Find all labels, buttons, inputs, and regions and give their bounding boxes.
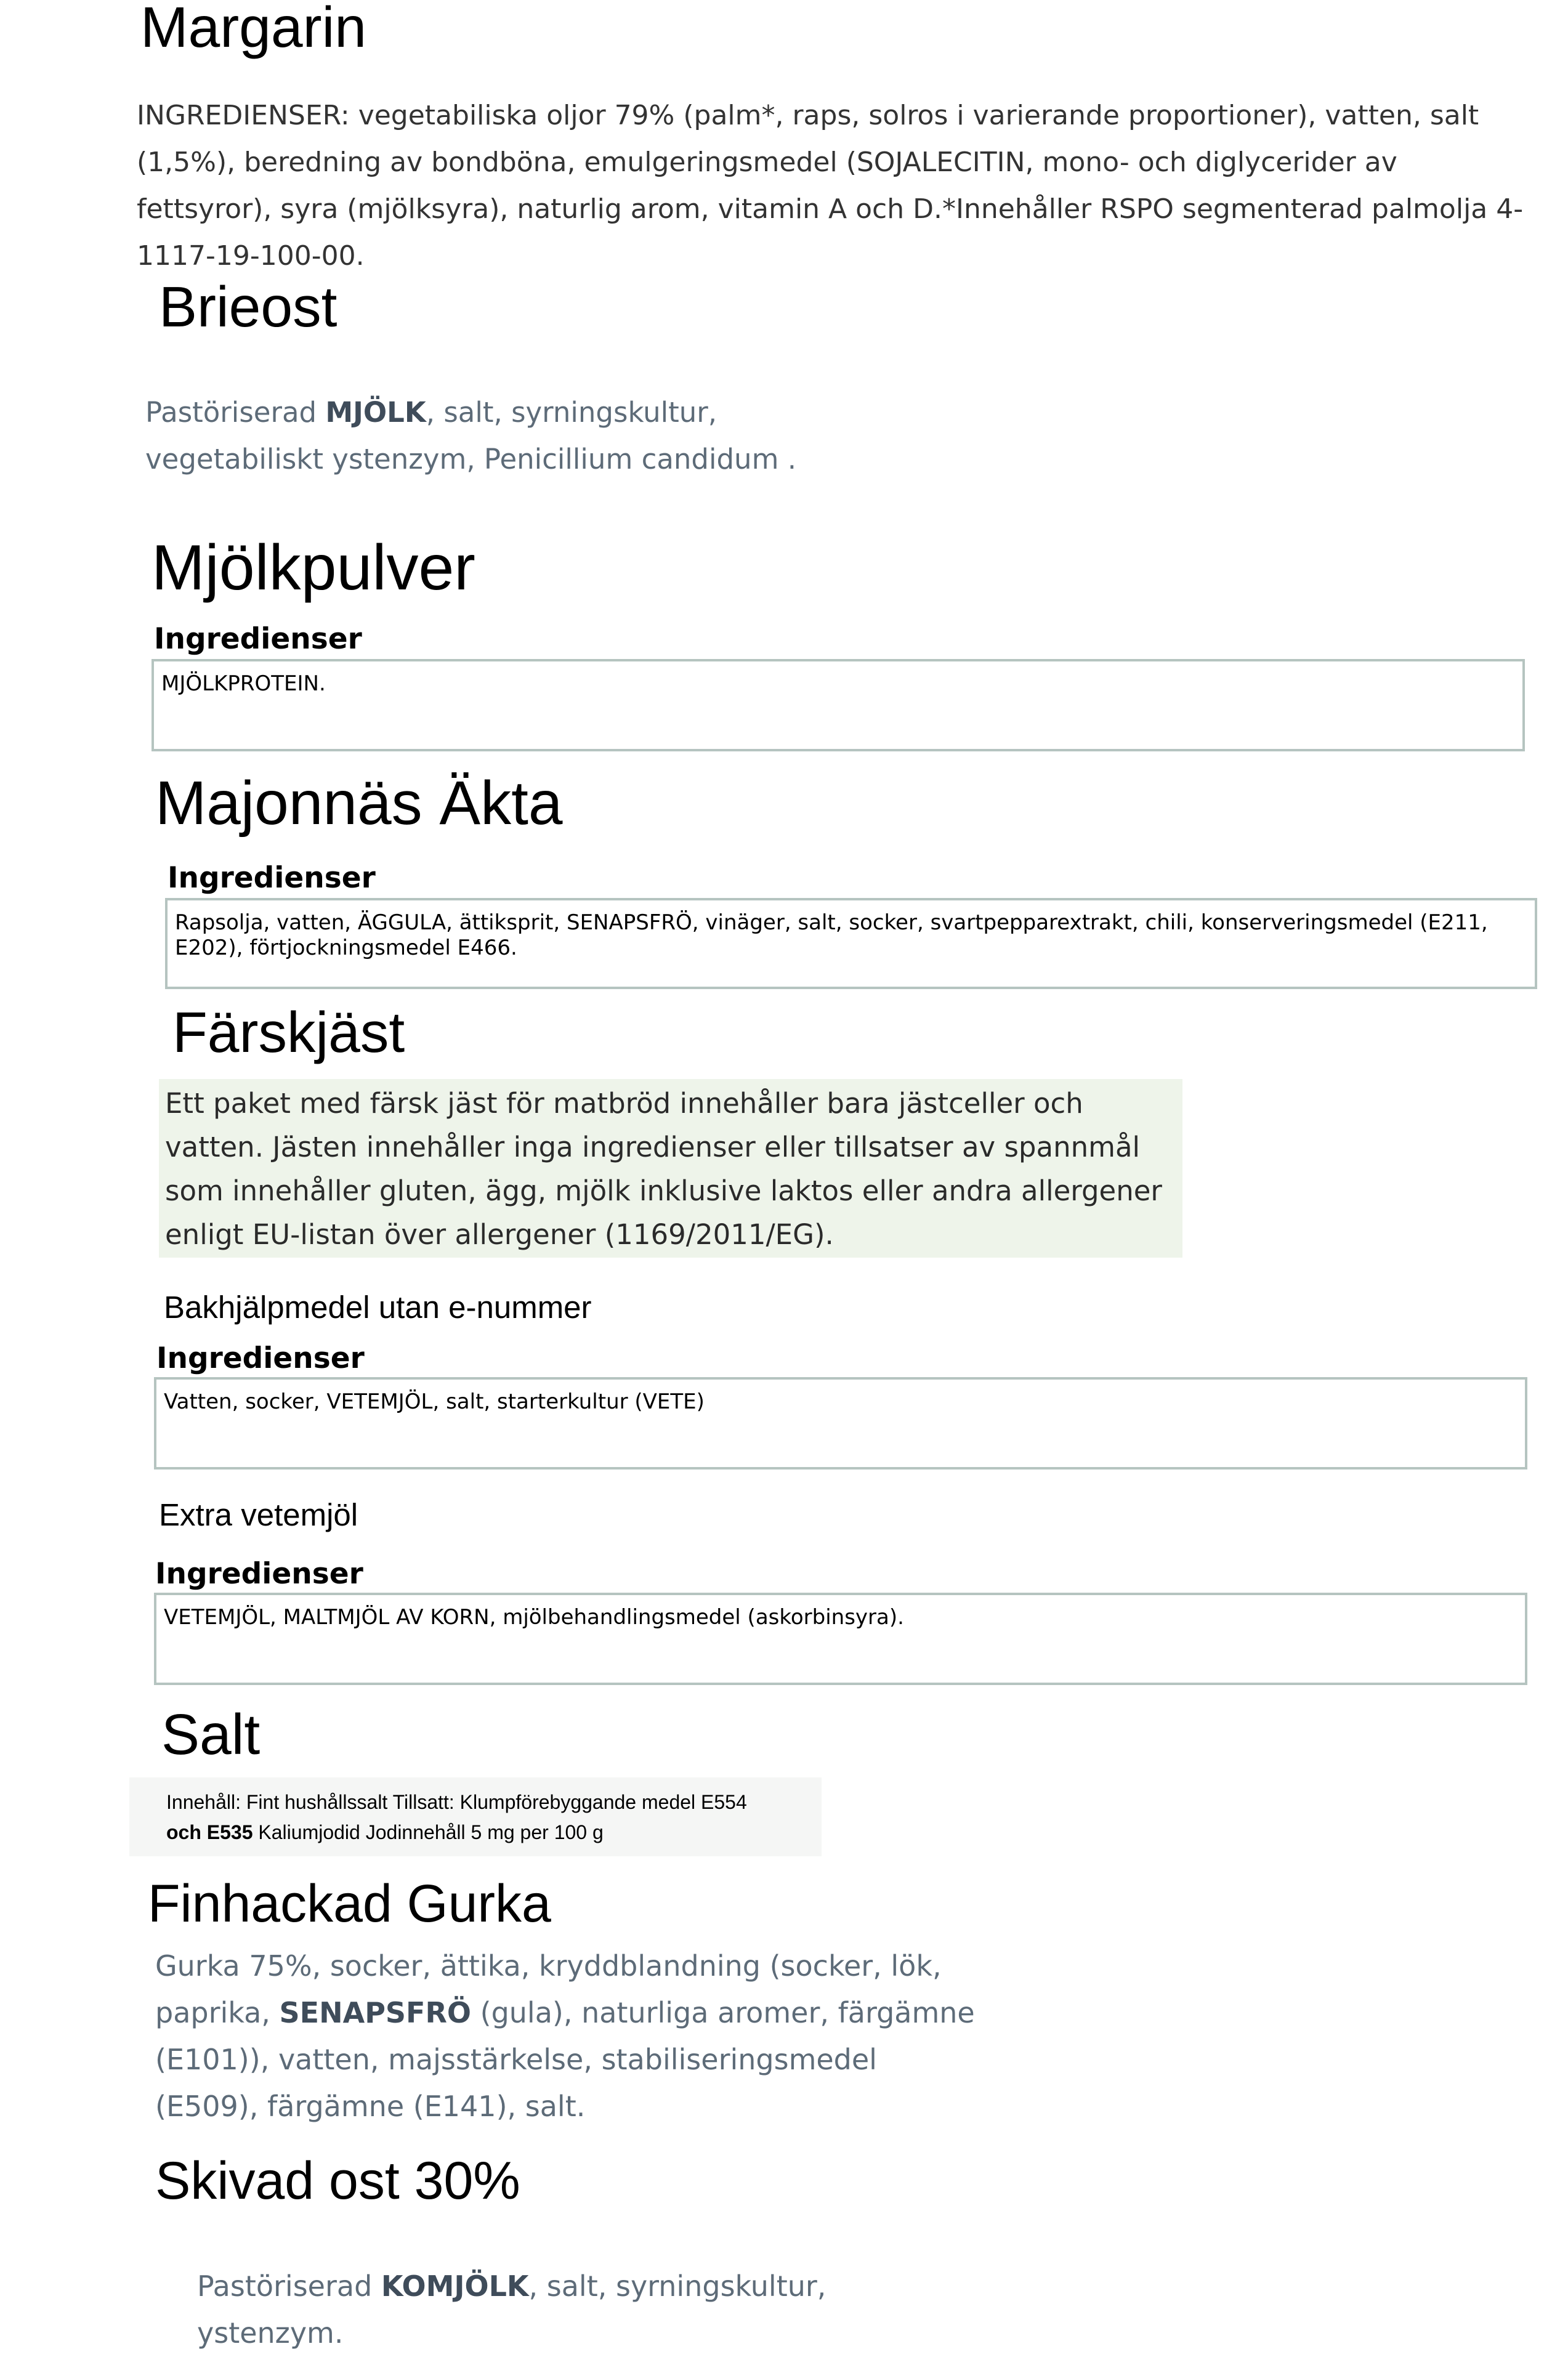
skivad-ost-ingredients [197, 2263, 911, 2356]
farskjast-text: Ett paket med färsk jäst för matbröd innehåller bara jästceller och vatten. Jästen innehåller inga ingredienser eller tillsatser av spannmål som innehåller gluten, ägg, mjölk inklusive laktos eller andra allergener enligt EU-listan över allergener (1169/2011/EG). [165, 1087, 1162, 1251]
majonnas-ingredients-label: Ingredienser [168, 861, 376, 895]
salt-text-line2 [166, 1817, 815, 1848]
gurka-text-pre: Gurka 75%, socker, ättika, kryddblandning (socker, lök, paprika, [155, 1949, 942, 2029]
mjolkpulver-ingredients-label: Ingredienser [154, 622, 362, 656]
skivad-ost-text-pre: Pastöriserad [197, 2270, 381, 2303]
gurka-text-post: (gula), naturliga aromer, färgämne (E101)), vatten, majsstärkelse, stabiliseringsmedel (E509), färgämne (E141), salt. [155, 1996, 975, 2123]
brieost-title: Brieost [159, 275, 337, 339]
bakhjalpmedel-title: Bakhjälpmedel utan e-nummer [164, 1290, 592, 1325]
mjolkpulver-ingredients-text: MJÖLKPROTEIN. [161, 671, 326, 696]
mjolkpulver-title: Mjölkpulver [152, 532, 475, 604]
gurka-allergen: SENAPSFRÖ [279, 1996, 471, 2029]
salt-bold-additive: och E535 [166, 1821, 253, 1843]
extra-vetemjol-title: Extra vetemjöl [159, 1497, 358, 1532]
salt-title: Salt [161, 1702, 261, 1766]
mjolkpulver-ingredients-box [152, 659, 1525, 751]
skivad-ost-title: Skivad ost 30% [155, 2151, 520, 2210]
majonnas-title: Majonnäs Äkta [155, 769, 563, 838]
salt-info-box [129, 1777, 822, 1856]
salt-text-line1: Innehåll: Fint hushållssalt Tillsatt: Klumpförebyggande medel E554 [166, 1791, 747, 1813]
bakhjalpmedel-ingredients-box [154, 1377, 1527, 1469]
margarin-title: Margarin [140, 0, 366, 59]
salt-text-line2-rest: Kaliumjodid Jodinnehåll 5 mg per 100 g [253, 1821, 604, 1843]
gurka-ingredients [155, 1942, 980, 2130]
brieost-allergen: MJÖLK [325, 396, 426, 429]
farskjast-title: Färskjäst [172, 1000, 405, 1064]
extra-vetemjol-ingredients-box [154, 1593, 1527, 1685]
brieost-ingredients [145, 389, 884, 483]
extra-vetemjol-ingredients-label: Ingredienser [155, 1557, 363, 1591]
majonnas-ingredients-box [165, 898, 1537, 989]
bakhjalpmedel-ingredients-text: Vatten, socker, VETEMJÖL, salt, starterkultur (VETE) [164, 1389, 705, 1414]
bakhjalpmedel-ingredients-label: Ingredienser [156, 1341, 365, 1375]
skivad-ost-allergen: KOMJÖLK [381, 2270, 529, 2303]
skivad-ost-text-post: , salt, syrningskultur, ystenzym. [197, 2270, 826, 2350]
brieost-text-post: , salt, syrningskultur, vegetabiliskt ystenzym, Penicillium candidum . [145, 396, 797, 475]
margarin-ingredients: INGREDIENSER: vegetabiliska oljor 79% (palm*, raps, solros i varierande proportioner), vatten, salt (1,5%), beredning av bondböna, emulgeringsmedel (SOJALECITIN, mono- och diglycerider av fettsyror), syra (mjölksyra), naturlig arom, vitamin A och D.*Innehåller RSPO segmenterad palmolja 4-1117-19-100-00. [137, 100, 1524, 272]
farskjast-info-box [159, 1079, 1182, 1258]
extra-vetemjol-ingredients-text: VETEMJÖL, MALTMJÖL AV KORN, mjölbehandlingsmedel (askorbinsyra). [164, 1605, 904, 1630]
brieost-text-pre: Pastöriserad [145, 396, 326, 429]
gurka-title: Finhackad Gurka [148, 1874, 551, 1933]
majonnas-ingredients-text: Rapsolja, vatten, ÄGGULA, ättiksprit, SENAPSFRÖ, vinäger, salt, socker, svartpepparextrakt, chili, konserveringsmedel (E211, E202), förtjockningsmedel E466. [175, 910, 1488, 960]
